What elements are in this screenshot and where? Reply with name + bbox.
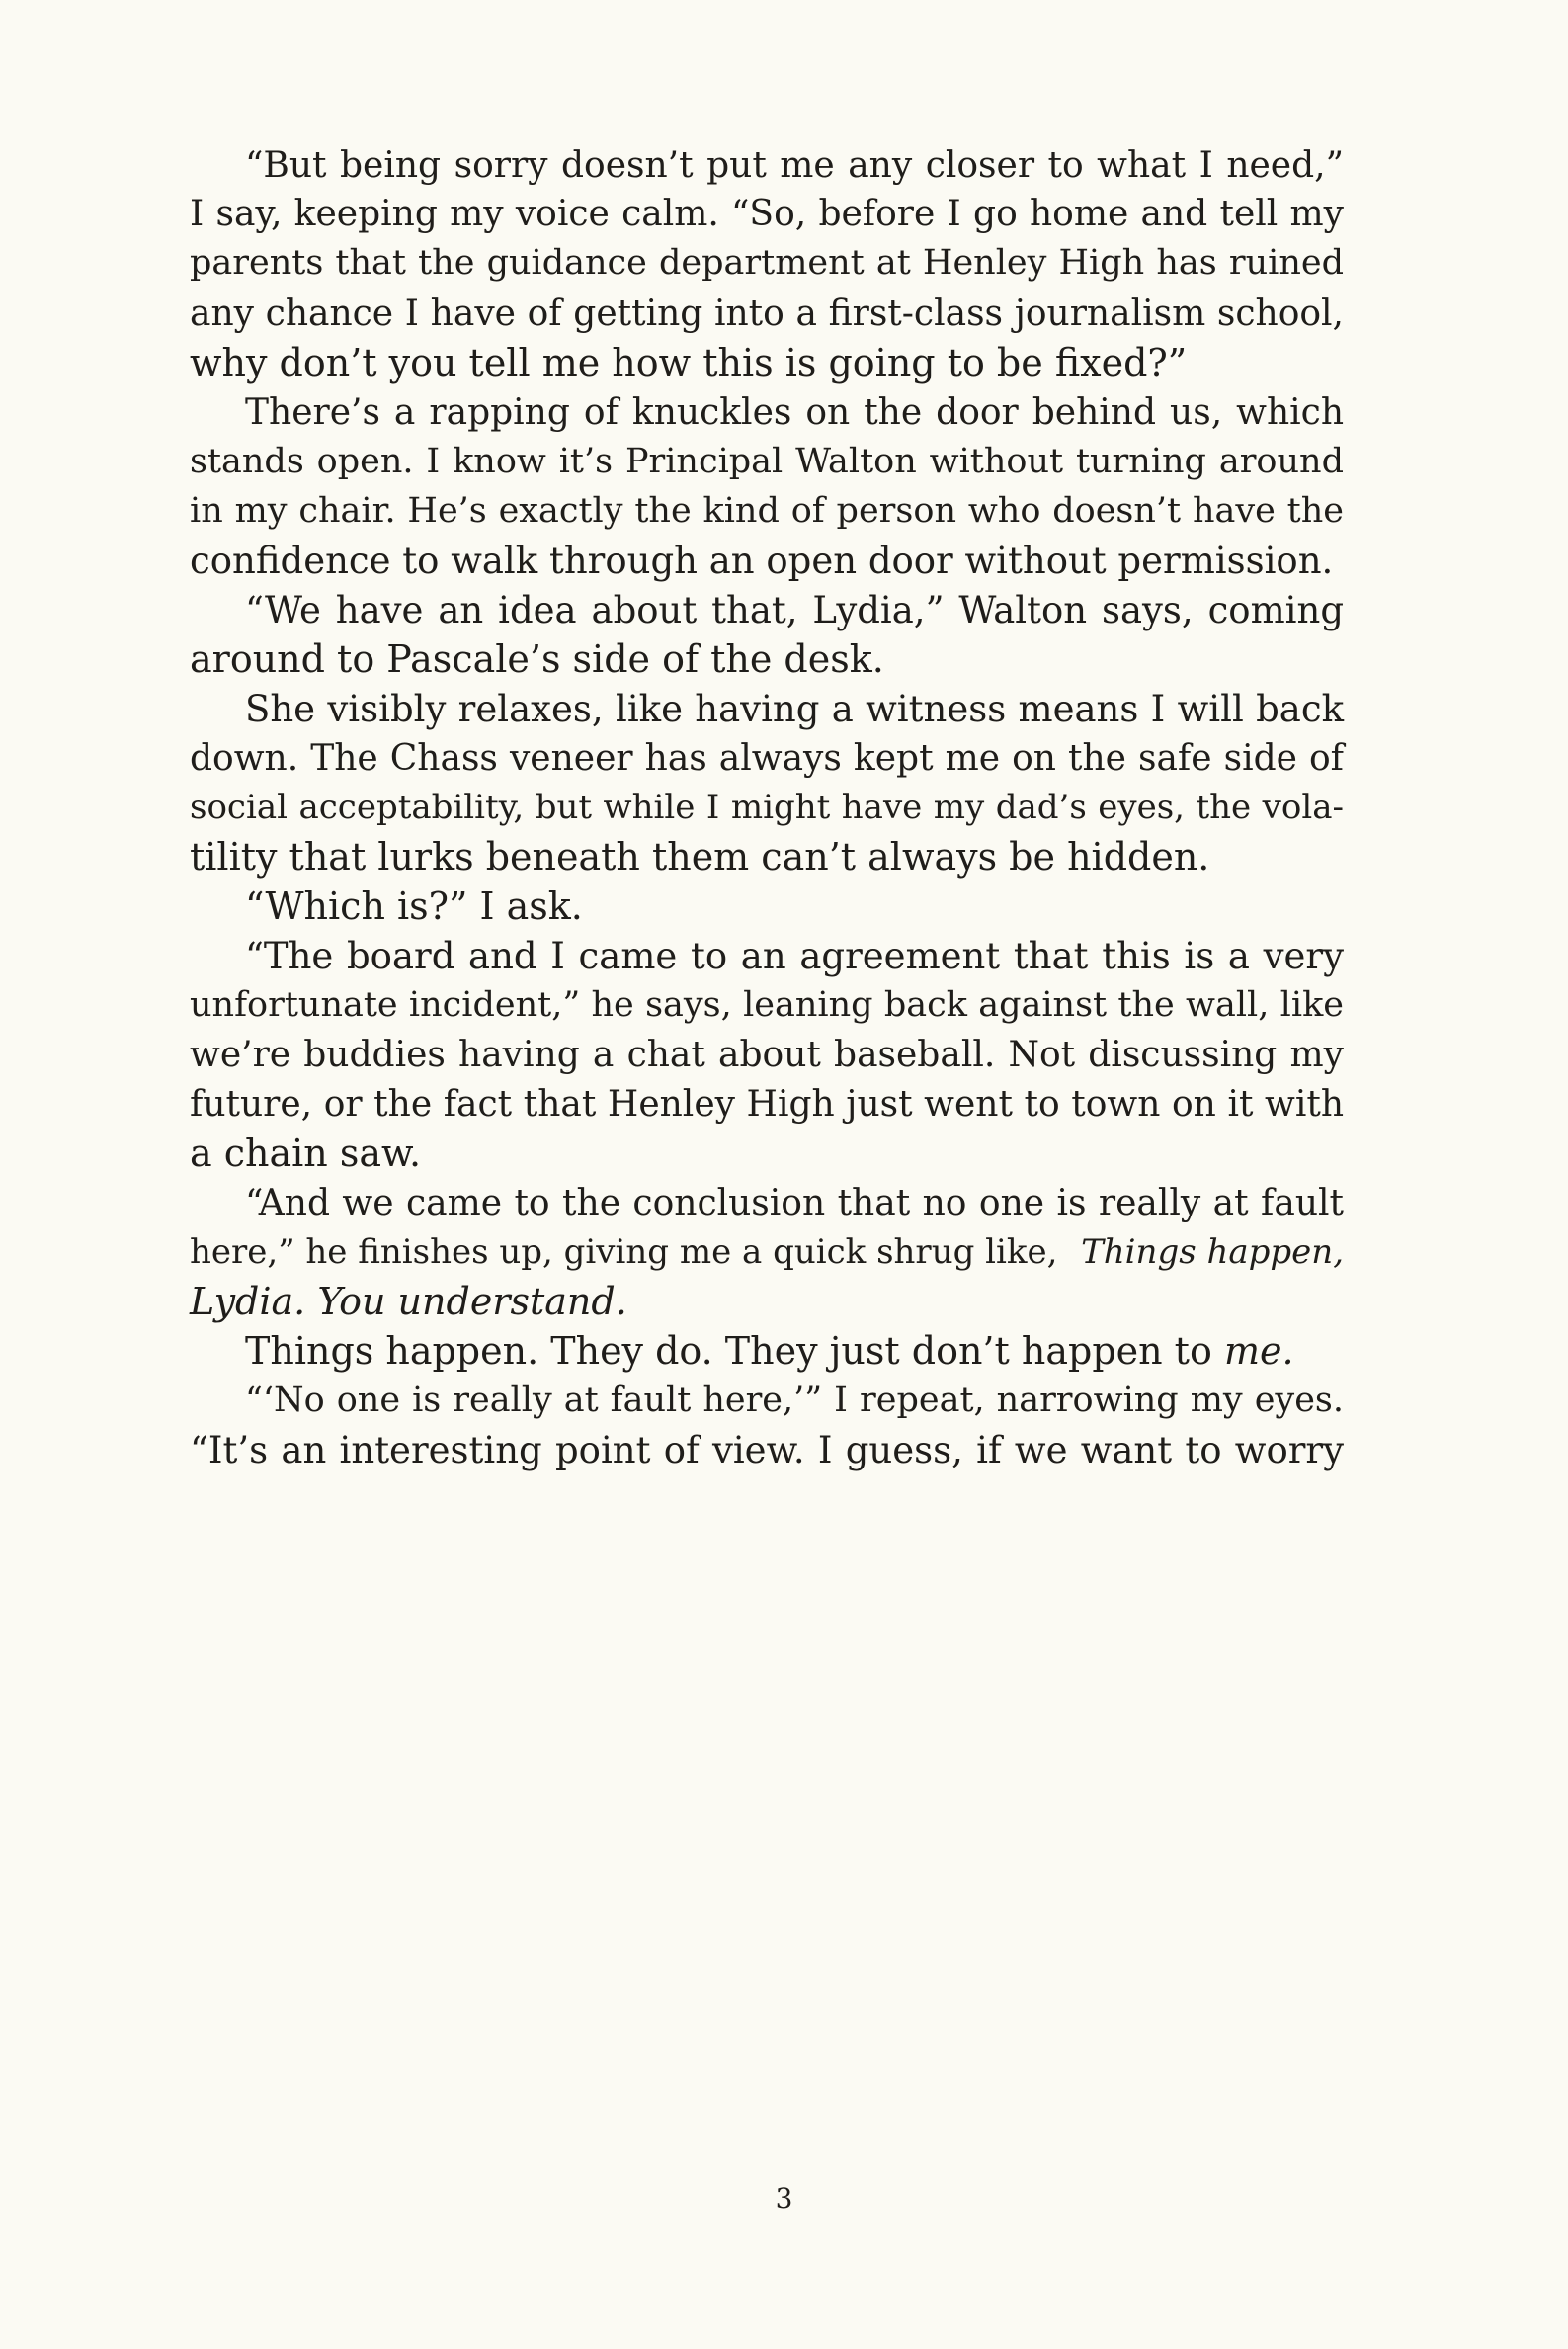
text-line: why don’t you tell me how this is going to be fixed?” <box>190 341 1188 384</box>
text-line: future, or the fact that Henley High just went to town on it with <box>190 1084 1344 1125</box>
text-line: around to Pascale’s side of the desk. <box>190 637 884 681</box>
text-line: unfortunate incident,” he says, leaning back against the wall, like <box>190 985 1344 1025</box>
text-line: “The board and I came to an agreement that this is a very <box>245 935 1344 977</box>
text-line: down. The Chass veneer has always kept me on the safe side of <box>190 738 1344 779</box>
text-line: “‘No one is really at fault here,’” I repeat, narrowing my eyes. <box>245 1381 1344 1420</box>
text-line: tility that lurks beneath them can’t always be hidden. <box>190 835 1210 879</box>
text-run: here,” he finishes up, giving me a quick shrug like, <box>190 1232 1058 1272</box>
text-line: “It’s an interesting point of view. I guess, if we want to worry <box>190 1429 1344 1471</box>
text-line: “We have an idea about that, Lydia,” Walton says, coming <box>245 589 1344 631</box>
text-line: confidence to walk through an open door without permission. <box>190 540 1334 582</box>
text-line: in my chair. He’s exactly the kind of person who doesn’t have the <box>190 491 1344 531</box>
text-line: I say, keeping my voice calm. “So, before I go home and tell my <box>190 194 1344 234</box>
text-line: “And we came to the conclusion that no one is really at fault <box>245 1183 1344 1223</box>
text-line: social acceptability, but while I might have my dad’s eyes, the vola- <box>190 788 1344 827</box>
italic-text-run: Lydia. You understand. <box>190 1280 627 1323</box>
text-line: “But being sorry doesn’t put me any closer to what I need,” <box>245 145 1344 186</box>
text-line: parents that the guidance department at Henley High has ruined <box>190 243 1344 283</box>
italic-text-run: Things happen, <box>1081 1232 1344 1272</box>
text-run: Things happen. They do. They just don’t happen to <box>245 1329 1212 1373</box>
text-line: a chain saw. <box>190 1132 422 1175</box>
text-line: stands open. I know it’s Principal Walton without turning around <box>190 442 1344 481</box>
text-line: She visibly relaxes, like having a witness means I will back <box>245 688 1344 730</box>
text-line: we’re buddies having a chat about baseball. Not discussing my <box>190 1035 1344 1075</box>
page-number: 3 <box>775 2182 793 2215</box>
italic-text-run: me. <box>1223 1329 1294 1373</box>
text-line: There’s a rapping of knuckles on the door behind us, which <box>245 392 1344 433</box>
text-line: any chance I have of getting into a first-class journalism school, <box>190 294 1344 334</box>
text-line: “Which is?” I ask. <box>245 884 583 928</box>
